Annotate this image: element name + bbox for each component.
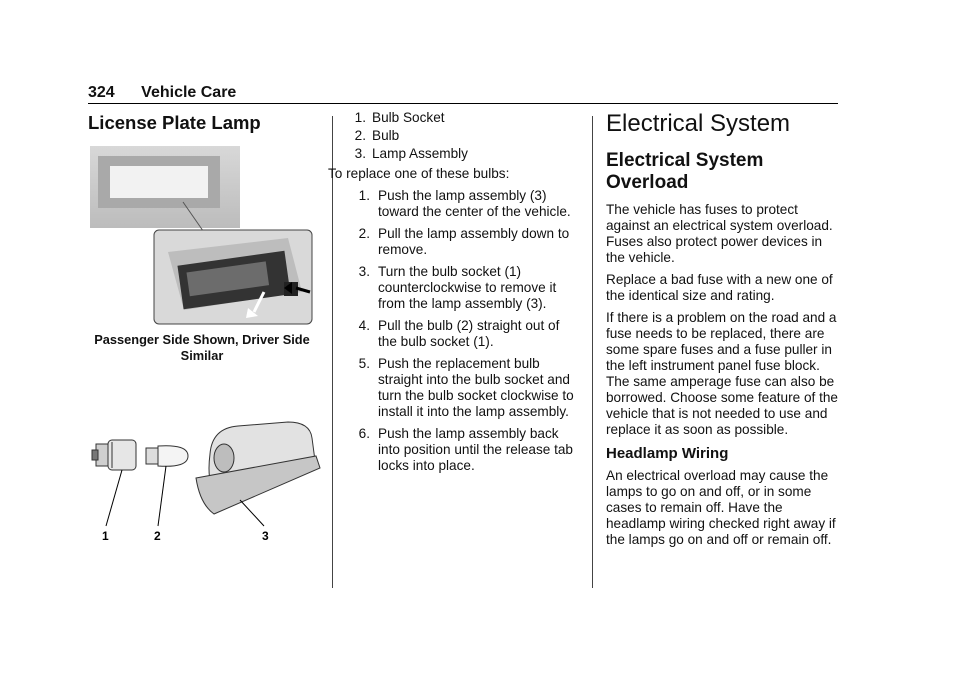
list-item: 4. Pull the bulb (2) straight out of the bulb socket (1).	[358, 318, 560, 349]
list-item: 2. Bulb	[354, 128, 400, 143]
bulb-drawing	[146, 446, 188, 467]
paragraph: Replace a bad fuse with a new one of the identical size and rating.	[606, 272, 833, 303]
bulb-and-lamp-assembly-illustration	[88, 418, 324, 548]
column-divider-left	[332, 116, 333, 588]
overload-heading: Electrical System Overload	[606, 150, 764, 193]
middle-column	[328, 110, 580, 480]
callout-1: 1	[102, 529, 109, 543]
list-item: 3. Lamp Assembly	[354, 146, 468, 161]
steps-intro: To replace one of these bulbs:	[328, 166, 510, 181]
lamp-assembly-drawing	[196, 422, 320, 514]
list-item: 1. Bulb Socket	[354, 110, 445, 125]
parts-list	[344, 110, 580, 162]
paragraph: An electrical overload may cause the lamps to go on and off, or in some cases to remain off. Have the headlamp wiring checked right away if the lamps go on and off or remain off.	[606, 468, 836, 547]
license-plate-lamp-illustration	[88, 142, 316, 328]
list-item: 6. Push the lamp assembly back into position until the release tab locks into place.	[358, 426, 573, 473]
bulb-socket-drawing	[92, 440, 136, 470]
callout-2: 2	[154, 529, 161, 543]
page-number: 324	[88, 84, 115, 101]
paragraph: If there is a problem on the road and a fuse needs to be replaced, there are some spare fuses and a fuse puller in the left instrument panel fuse block. The same amperage fuse can also be borrowed. Choose some feature of the vehicle that is not needed to use and replace it as soon as possible.	[606, 310, 838, 437]
headlamp-wiring-heading: Headlamp Wiring	[606, 445, 729, 462]
column-divider-right	[592, 116, 593, 588]
paragraph: The vehicle has fuses to protect against an electrical system overload. Fuses also protect power devices in the vehicle.	[606, 202, 833, 265]
figure1-caption: Passenger Side Shown, Driver Side Similar	[94, 332, 310, 363]
header-rule	[88, 103, 838, 104]
steps-list	[344, 188, 580, 474]
list-item: 3. Turn the bulb socket (1) counterclockwise to remove it from the lamp assembly (3).	[358, 264, 557, 311]
right-column	[606, 110, 842, 554]
callout-3: 3	[262, 529, 269, 543]
section-title: Vehicle Care	[141, 84, 237, 101]
electrical-system-heading: Electrical System	[606, 110, 791, 137]
list-item: 5. Push the replacement bulb straight into the bulb socket and turn the bulb socket clockwise to install it into the lamp assembly.	[358, 356, 574, 419]
list-item: 2. Pull the lamp assembly down to remove.	[358, 226, 570, 257]
list-item: 1. Push the lamp assembly (3) toward the center of the vehicle.	[358, 188, 571, 219]
license-plate-lamp-heading: License Plate Lamp	[88, 112, 261, 133]
page-header	[88, 84, 236, 102]
